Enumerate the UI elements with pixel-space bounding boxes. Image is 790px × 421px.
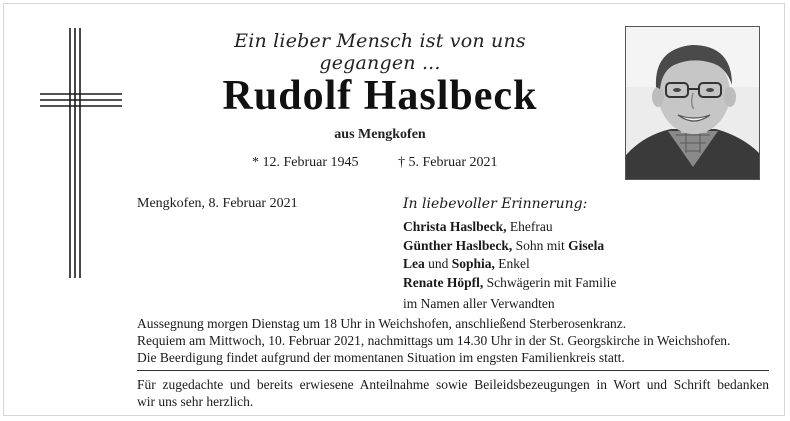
deceased-name: Rudolf Haslbeck bbox=[222, 73, 538, 119]
thanks-note bbox=[137, 376, 769, 410]
service-line: Die Beerdigung findet aufgrund der momentanen Situation im engsten Familienkreis statt. bbox=[137, 350, 625, 365]
mourner-name: Renate Höpfl, bbox=[403, 274, 484, 290]
mourner-name: Sophia, bbox=[451, 256, 495, 271]
place-and-date: Mengkofen, 8. Februar 2021 bbox=[137, 196, 298, 211]
portrait-photo bbox=[625, 26, 760, 180]
mourner-relation: Sohn mit bbox=[512, 237, 569, 253]
divider-rule bbox=[137, 370, 769, 371]
service-line: Requiem am Mittwoch, 10. Februar 2021, nachmittags um 14.30 Uhr in der St. Georgskirche in Weichshofen. bbox=[137, 333, 731, 348]
mourner-name: Gisela bbox=[568, 237, 605, 253]
mourner-row bbox=[403, 255, 616, 274]
mourner-name: Günther Haslbeck, bbox=[403, 237, 513, 253]
portrait-image bbox=[626, 27, 760, 180]
thanks-line: Für zugedachte und bereits erwiesene Anteilnahme sowie Beileidsbezeugungen in Wort und Schrift bedanken bbox=[137, 377, 769, 392]
all-relatives-note: im Namen aller Verwandten bbox=[403, 296, 555, 311]
motto: Ein lieber Mensch ist von uns gegangen ... bbox=[234, 30, 526, 74]
mourner-row bbox=[403, 274, 616, 293]
deceased-origin: aus Mengkofen bbox=[334, 127, 426, 142]
mourner-relation: Enkel bbox=[494, 256, 530, 271]
mourner-row bbox=[403, 218, 616, 237]
memory-heading: In liebevoller Erinnerung: bbox=[403, 196, 588, 212]
mourner-relation: Schwägerin mit Familie bbox=[483, 274, 617, 290]
cross-icon bbox=[40, 28, 122, 278]
mourner-relation: Ehefrau bbox=[506, 219, 553, 234]
birth-date: * 12. Februar 1945 bbox=[252, 155, 359, 170]
mourners-list bbox=[403, 218, 616, 314]
mourner-name: Lea bbox=[403, 256, 425, 271]
mourner-relation: und bbox=[424, 256, 452, 271]
service-details bbox=[137, 315, 777, 366]
mourner-name: Christa Haslbeck, bbox=[403, 219, 507, 234]
death-date: † 5. Februar 2021 bbox=[398, 155, 498, 170]
service-line: Aussegnung morgen Dienstag um 18 Uhr in Weichshofen, anschließend Sterberosenkranz. bbox=[137, 316, 627, 331]
thanks-line: wir uns sehr herzlich. bbox=[137, 394, 254, 409]
mourner-row bbox=[403, 237, 616, 256]
